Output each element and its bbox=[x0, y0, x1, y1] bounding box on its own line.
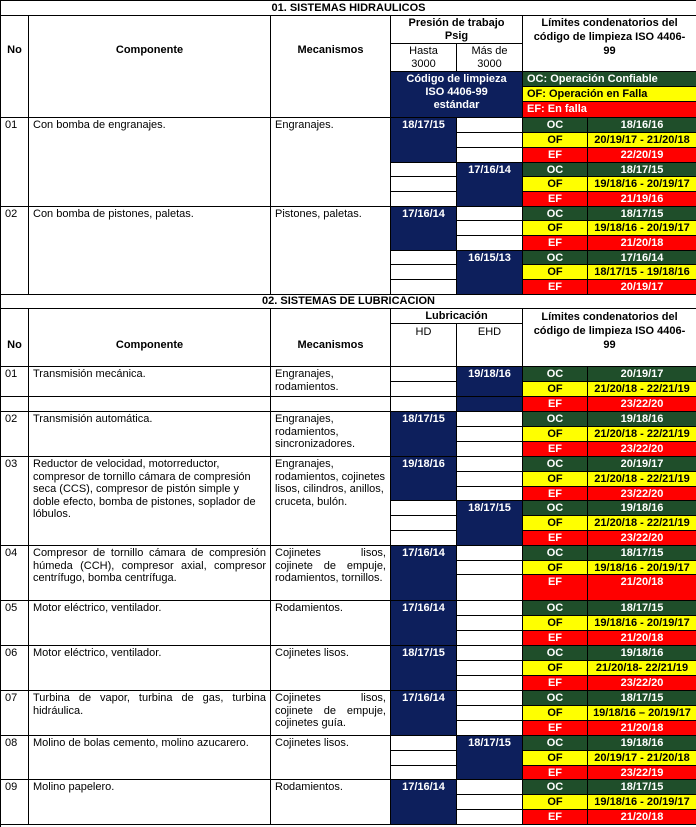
empty-cell bbox=[457, 487, 523, 501]
mechanism-text: Engranajes. bbox=[271, 118, 391, 207]
component-text: Molino de bolas cemento, molino azucarero. bbox=[29, 736, 271, 780]
empty-cell bbox=[457, 601, 523, 616]
limit1-range-oc: 20/19/17 bbox=[588, 457, 696, 472]
header-componente: Componente bbox=[29, 309, 271, 367]
empty-cell bbox=[457, 721, 523, 736]
limit-range-of: 21/20/18 - 22/21/19 bbox=[588, 427, 696, 442]
mechanism-text: Engranajes, rodamientos, cojinetes lisos, cilindros, anillos, cruceta, bulón. bbox=[271, 457, 391, 546]
component-text: Con bomba de pistones, paletas. bbox=[29, 207, 271, 295]
limit1-status-ef: EF bbox=[523, 487, 588, 501]
limit2-status-oc: OC bbox=[523, 501, 588, 516]
empty-cell bbox=[391, 751, 457, 766]
empty-cell bbox=[457, 427, 523, 442]
limit-range-of: 19/18/16 - 20/19/17 bbox=[588, 795, 696, 810]
limit-range-ef: 23/22/19 bbox=[588, 766, 696, 780]
limit2-range-oc: 19/18/16 bbox=[588, 501, 696, 516]
limit1-status-oc: OC bbox=[523, 457, 588, 472]
mechanism-text: Rodamientos. bbox=[271, 780, 391, 825]
limit2-range-of: 19/18/16 - 20/19/17 bbox=[588, 177, 696, 192]
row-number: 02 bbox=[1, 207, 29, 295]
limit-status-oc: OC bbox=[523, 736, 588, 751]
empty-cell bbox=[391, 382, 457, 397]
empty-cell bbox=[457, 631, 523, 646]
limit2-range-ef: 20/19/17 bbox=[588, 280, 696, 295]
empty-cell bbox=[391, 516, 457, 531]
limit-status-of: OF bbox=[523, 427, 588, 442]
limit-status-ef: EF bbox=[523, 721, 588, 736]
code-ehd: 18/17/15 bbox=[457, 501, 523, 546]
code-mas-de: 16/15/13 bbox=[457, 251, 523, 295]
limit-status-of: OF bbox=[523, 706, 588, 721]
limit-status-oc: OC bbox=[523, 646, 588, 661]
limit-status-ef: EF bbox=[523, 766, 588, 780]
limit1-range-oc: 18/17/15 bbox=[588, 207, 696, 221]
row-number: 01 bbox=[1, 367, 29, 397]
limit2-status-ef: EF bbox=[523, 280, 588, 295]
empty-cell bbox=[391, 192, 457, 207]
mechanism-text: Pistones, paletas. bbox=[271, 207, 391, 295]
limit-status-oc: OC bbox=[523, 367, 588, 382]
legend-ef: EF: En falla bbox=[523, 102, 696, 118]
empty-cell bbox=[391, 251, 457, 265]
empty-cell bbox=[29, 397, 271, 412]
legend-oc: OC: Operación Confiable bbox=[523, 72, 696, 87]
empty-cell bbox=[457, 546, 523, 561]
empty-cell bbox=[457, 616, 523, 631]
limit1-range-of: 21/20/18 - 22/21/19 bbox=[588, 472, 696, 487]
component-text: Compresor de tornillo cámara de compresión húmeda (CCH), compresor axial, compresor centrífugo, bomba centrífuga. bbox=[29, 546, 271, 601]
empty-cell bbox=[457, 236, 523, 251]
empty-cell bbox=[457, 118, 523, 133]
limit1-range-ef: 21/20/18 bbox=[588, 236, 696, 251]
limit1-range-ef: 23/22/20 bbox=[588, 487, 696, 501]
limit-status-of: OF bbox=[523, 751, 588, 766]
empty-cell bbox=[391, 280, 457, 295]
limit-status-oc: OC bbox=[523, 780, 588, 795]
row-number: 05 bbox=[1, 601, 29, 646]
component-text: Molino papelero. bbox=[29, 780, 271, 825]
limit-status-oc: OC bbox=[523, 546, 588, 561]
limit2-status-of: OF bbox=[523, 265, 588, 280]
empty-cell bbox=[457, 780, 523, 795]
limit1-status-oc: OC bbox=[523, 207, 588, 221]
limit1-range-ef: 22/20/19 bbox=[588, 148, 696, 163]
code-ehd: 19/18/16 bbox=[457, 367, 523, 397]
limit-range-ef: 21/20/18 bbox=[588, 575, 696, 601]
header-mas-de: Más de 3000 bbox=[457, 44, 523, 72]
row-number: 08 bbox=[1, 736, 29, 780]
limit-range-ef: 23/22/20 bbox=[588, 397, 696, 412]
empty-cell bbox=[457, 442, 523, 457]
header-presion: Presión de trabajo Psig bbox=[391, 16, 523, 44]
code-hd: 18/17/15 bbox=[391, 646, 457, 691]
limit-status-ef: EF bbox=[523, 676, 588, 691]
empty-cell bbox=[457, 810, 523, 825]
code-hasta: 17/16/14 bbox=[391, 207, 457, 251]
limit-range-oc: 19/18/16 bbox=[588, 412, 696, 427]
empty-cell bbox=[457, 412, 523, 427]
header-codigo-estandar: Código de limpieza ISO 4406-99 estándar bbox=[391, 72, 523, 118]
empty-cell bbox=[391, 177, 457, 192]
code-hasta: 18/17/15 bbox=[391, 118, 457, 163]
mechanism-text: Engranajes, rodamientos. bbox=[271, 367, 391, 397]
code-hd: 17/16/14 bbox=[391, 601, 457, 646]
empty-cell bbox=[457, 133, 523, 148]
limit-status-ef: EF bbox=[523, 442, 588, 457]
row-number: 01 bbox=[1, 118, 29, 207]
header-componente: Componente bbox=[29, 16, 271, 118]
limit1-status-of: OF bbox=[523, 133, 588, 148]
code-hd: 17/16/14 bbox=[391, 546, 457, 601]
empty-cell bbox=[391, 367, 457, 382]
limit-status-oc: OC bbox=[523, 412, 588, 427]
empty-cell bbox=[457, 661, 523, 676]
limit-range-oc: 18/17/15 bbox=[588, 546, 696, 561]
limit2-status-ef: EF bbox=[523, 192, 588, 207]
empty-cell bbox=[391, 265, 457, 280]
empty-cell bbox=[457, 457, 523, 472]
row-number: 02 bbox=[1, 412, 29, 457]
limit-range-oc: 18/17/15 bbox=[588, 780, 696, 795]
limit-status-ef: EF bbox=[523, 810, 588, 825]
empty-cell bbox=[391, 163, 457, 177]
empty-cell bbox=[457, 221, 523, 236]
empty-cell bbox=[391, 766, 457, 780]
row-number: 04 bbox=[1, 546, 29, 601]
limit-status-of: OF bbox=[523, 561, 588, 575]
limit-status-of: OF bbox=[523, 795, 588, 810]
mechanism-text: Rodamientos. bbox=[271, 601, 391, 646]
component-text: Motor eléctrico, ventilador. bbox=[29, 646, 271, 691]
header-mecanismos: Mecanismos bbox=[271, 16, 391, 118]
empty-cell bbox=[1, 397, 29, 412]
component-text: Transmisión mecánica. bbox=[29, 367, 271, 397]
component-text: Con bomba de engranajes. bbox=[29, 118, 271, 207]
limit-range-ef: 23/22/20 bbox=[588, 442, 696, 457]
limit-status-oc: OC bbox=[523, 691, 588, 706]
limit-range-ef: 21/20/18 bbox=[588, 721, 696, 736]
row-number: 03 bbox=[1, 457, 29, 546]
header-lubricacion: Lubricación bbox=[391, 309, 523, 324]
empty-cell bbox=[391, 531, 457, 546]
limit2-range-ef: 23/22/20 bbox=[588, 531, 696, 546]
limit2-status-oc: OC bbox=[523, 163, 588, 177]
header-limites: Límites condenatorios del código de limpieza ISO 4406-99 bbox=[523, 309, 696, 367]
mechanism-text: Engranajes, rodamientos, sincronizadores. bbox=[271, 412, 391, 457]
limit2-range-oc: 18/17/15 bbox=[588, 163, 696, 177]
limit1-status-of: OF bbox=[523, 221, 588, 236]
code-hd: 18/17/15 bbox=[391, 412, 457, 457]
header-ehd: EHD bbox=[457, 324, 523, 367]
empty-cell bbox=[391, 736, 457, 751]
limit1-status-of: OF bbox=[523, 472, 588, 487]
component-text: Reductor de velocidad, motorreductor, compresor de tornillo cámara de compresión seca (CCS), compresor de pistón simple y doble efecto, bomba de pistones, soplador de lóbulos. bbox=[29, 457, 271, 546]
component-text: Transmisión automática. bbox=[29, 412, 271, 457]
limit-status-oc: OC bbox=[523, 601, 588, 616]
limit-status-ef: EF bbox=[523, 575, 588, 601]
limit2-status-ef: EF bbox=[523, 531, 588, 546]
limit-status-ef: EF bbox=[523, 397, 588, 412]
mechanism-text: Cojinetes lisos. bbox=[271, 736, 391, 780]
limit-status-of: OF bbox=[523, 382, 588, 397]
limit-status-of: OF bbox=[523, 616, 588, 631]
limit-range-of: 20/19/17 - 21/20/18 bbox=[588, 751, 696, 766]
limit-range-of: 19/18/16 - 20/19/17 bbox=[588, 616, 696, 631]
limit-range-oc: 19/18/16 bbox=[588, 736, 696, 751]
limit-range-ef: 23/22/20 bbox=[588, 676, 696, 691]
code-ehd: 18/17/15 bbox=[457, 736, 523, 780]
limit1-status-ef: EF bbox=[523, 148, 588, 163]
code-hd: 17/16/14 bbox=[391, 691, 457, 736]
header-hasta: Hasta 3000 bbox=[391, 44, 457, 72]
empty-cell bbox=[271, 397, 391, 412]
empty-cell bbox=[457, 207, 523, 221]
limit1-range-oc: 18/16/16 bbox=[588, 118, 696, 133]
limit2-status-oc: OC bbox=[523, 251, 588, 265]
limit-range-ef: 21/20/18 bbox=[588, 810, 696, 825]
empty-cell bbox=[457, 676, 523, 691]
empty-cell bbox=[457, 795, 523, 810]
header-hd: HD bbox=[391, 324, 457, 367]
limit2-status-of: OF bbox=[523, 177, 588, 192]
limit1-status-oc: OC bbox=[523, 118, 588, 133]
row-number: 07 bbox=[1, 691, 29, 736]
limit1-range-of: 20/19/17 - 21/20/18 bbox=[588, 133, 696, 148]
section-title-hidraulicos: 01. SISTEMAS HIDRAULICOS bbox=[1, 1, 696, 16]
limit-range-ef: 21/20/18 bbox=[588, 631, 696, 646]
mechanism-text: Cojinetes lisos, cojinete de empuje, cojinetes guía. bbox=[271, 691, 391, 736]
empty-cell bbox=[391, 501, 457, 516]
header-no: No bbox=[1, 16, 29, 118]
code-hd: 19/18/16 bbox=[391, 457, 457, 501]
header-limites: Límites condenatorios del código de limpieza ISO 4406-99 bbox=[523, 16, 696, 72]
header-mecanismos: Mecanismos bbox=[271, 309, 391, 367]
empty-cell bbox=[457, 646, 523, 661]
limit2-range-oc: 17/16/14 bbox=[588, 251, 696, 265]
row-number: 09 bbox=[1, 780, 29, 825]
header-no: No bbox=[1, 309, 29, 367]
limit1-status-ef: EF bbox=[523, 236, 588, 251]
code-mas-de: 17/16/14 bbox=[457, 163, 523, 207]
row-number: 06 bbox=[1, 646, 29, 691]
empty-cell bbox=[457, 561, 523, 575]
limit2-range-ef: 21/19/16 bbox=[588, 192, 696, 207]
empty-cell bbox=[457, 691, 523, 706]
empty-cell bbox=[457, 575, 523, 601]
legend-of: OF: Operación en Falla bbox=[523, 87, 696, 102]
limit-range-of: 21/20/18 - 22/21/19 bbox=[588, 382, 696, 397]
limit-range-of: 19/18/16 - 20/19/17 bbox=[588, 561, 696, 575]
empty-cell bbox=[457, 706, 523, 721]
limit-status-of: OF bbox=[523, 661, 588, 676]
mechanism-text: Cojinetes lisos, cojinete de empuje, rodamientos, tornillos. bbox=[271, 546, 391, 601]
mechanism-text: Cojinetes lisos. bbox=[271, 646, 391, 691]
empty-cell bbox=[457, 148, 523, 163]
limit2-range-of: 18/17/15 - 19/18/16 bbox=[588, 265, 696, 280]
limit1-range-of: 19/18/16 - 20/19/17 bbox=[588, 221, 696, 236]
section-title-lubricacion: 02. SISTEMAS DE LUBRICACION bbox=[1, 295, 696, 309]
limit-range-oc: 20/19/17 bbox=[588, 367, 696, 382]
limit-range-of: 21/20/18- 22/21/19 bbox=[588, 661, 696, 676]
limit2-status-of: OF bbox=[523, 516, 588, 531]
limit-range-oc: 19/18/16 bbox=[588, 646, 696, 661]
component-text: Motor eléctrico, ventilador. bbox=[29, 601, 271, 646]
code-ehd-continued bbox=[457, 397, 523, 412]
empty-cell bbox=[457, 472, 523, 487]
limit-range-of: 19/18/16 – 20/19/17 bbox=[588, 706, 696, 721]
limit2-range-of: 21/20/18 - 22/21/19 bbox=[588, 516, 696, 531]
empty-cell bbox=[391, 397, 457, 412]
limit-status-ef: EF bbox=[523, 631, 588, 646]
component-text: Turbina de vapor, turbina de gas, turbina hidráulica. bbox=[29, 691, 271, 736]
limit-range-oc: 18/17/15 bbox=[588, 691, 696, 706]
code-hd: 17/16/14 bbox=[391, 780, 457, 825]
limit-range-oc: 18/17/15 bbox=[588, 601, 696, 616]
